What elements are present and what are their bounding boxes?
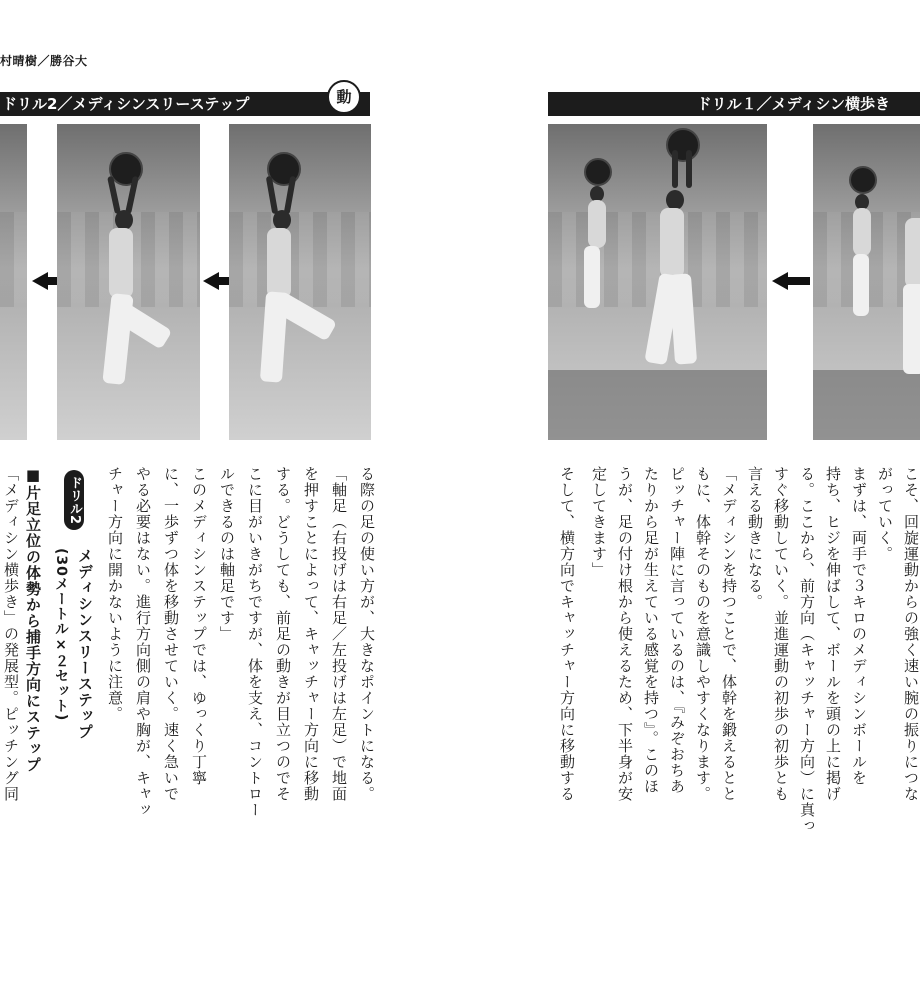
body-text-line: に、一歩ずつ体を移動させていく。速く急いで xyxy=(162,466,180,802)
body-text-line: 定してきます」 xyxy=(590,466,608,578)
arrow-left-icon xyxy=(32,272,58,290)
arrow-left-icon xyxy=(772,272,810,290)
body-text-line: 「メディシン横歩き」の発展型。ピッチング同 xyxy=(2,466,20,802)
drill2-heading-title: メディシンスリーステップ xyxy=(76,548,94,740)
body-text-line: こそ、回旋運動からの強く速い腕の振りにつな xyxy=(902,466,920,802)
body-text-line: する。どうしても、前足の動きが目立つのでそ xyxy=(274,466,292,802)
section-heading: ■片足立位の体勢から捕手方向にステップ xyxy=(24,466,42,773)
drill2-title-bar: ドリル2／メディシンスリーステップ xyxy=(0,92,370,116)
body-text-line: うが、足の付け根から使えるため、下半身が安 xyxy=(616,466,634,802)
arrow-left-icon xyxy=(203,272,229,290)
drill1-photo-1 xyxy=(548,124,767,440)
drill2-photo-1 xyxy=(0,124,27,440)
body-text-line: もに、体幹そのものを意識しやすくなります。 xyxy=(694,466,712,802)
body-text-line: を押すことによって、キャッチャー方向に移動 xyxy=(302,466,320,802)
body-text-line: そして、横方向でキャッチャー方向に移動する xyxy=(558,466,576,802)
body-text-line: チャー方向に開かないように注意。 xyxy=(106,466,124,722)
authors-credit: 村晴樹／勝谷大 xyxy=(0,54,88,68)
body-text-line: 言える動きになる。 xyxy=(746,466,764,610)
drill2-photo-2 xyxy=(57,124,200,440)
video-badge: 動 xyxy=(327,80,361,114)
drill2-label: ドリル2 xyxy=(64,470,84,530)
drill2-heading-subtitle: (30メートル×２セット) xyxy=(53,548,69,722)
drill2-photo-3 xyxy=(229,124,371,440)
body-text-line: 「メディシンを持つことで、体幹を鍛えるとと xyxy=(720,466,738,802)
body-text-line: がっていく。 xyxy=(876,466,894,562)
body-text-line: 持ち、ヒジを伸ばして、ボールを頭の上に掲げ xyxy=(824,466,842,802)
body-text-line: ピッチャー陣に言っているのは、『みぞおちあ xyxy=(668,466,686,795)
body-text-line: る際の足の使い方が、大きなポイントになる。 xyxy=(358,466,376,802)
body-text-line: たりから足が生えている感覚を持つ』。このほ xyxy=(642,466,660,795)
drill1-title-bar: ドリル１／メディシン横歩き xyxy=(548,92,920,116)
body-text-line: 「軸足（右投げは右足／左投げは左足）で地面 xyxy=(330,466,348,802)
body-text-line: すぐ移動していく。並進運動の初歩の初歩とも xyxy=(772,466,790,802)
body-text-line: こに目がいきがちですが、体を支え、コントロー xyxy=(246,466,264,818)
body-text-line: やる必要はない。進行方向側の肩や胸が、キャッ xyxy=(134,466,152,818)
body-text-line: このメディシンステップでは、ゆっくり丁寧 xyxy=(190,466,208,786)
body-text-line: まずは、両手で３キロのメディシンボールを xyxy=(850,466,868,786)
body-text-line: ルできるのは軸足です」 xyxy=(218,466,236,642)
drill1-photo-2 xyxy=(813,124,920,440)
body-text-line: る。ここから、前方向（キャッチャー方向）に真っ xyxy=(798,466,816,834)
